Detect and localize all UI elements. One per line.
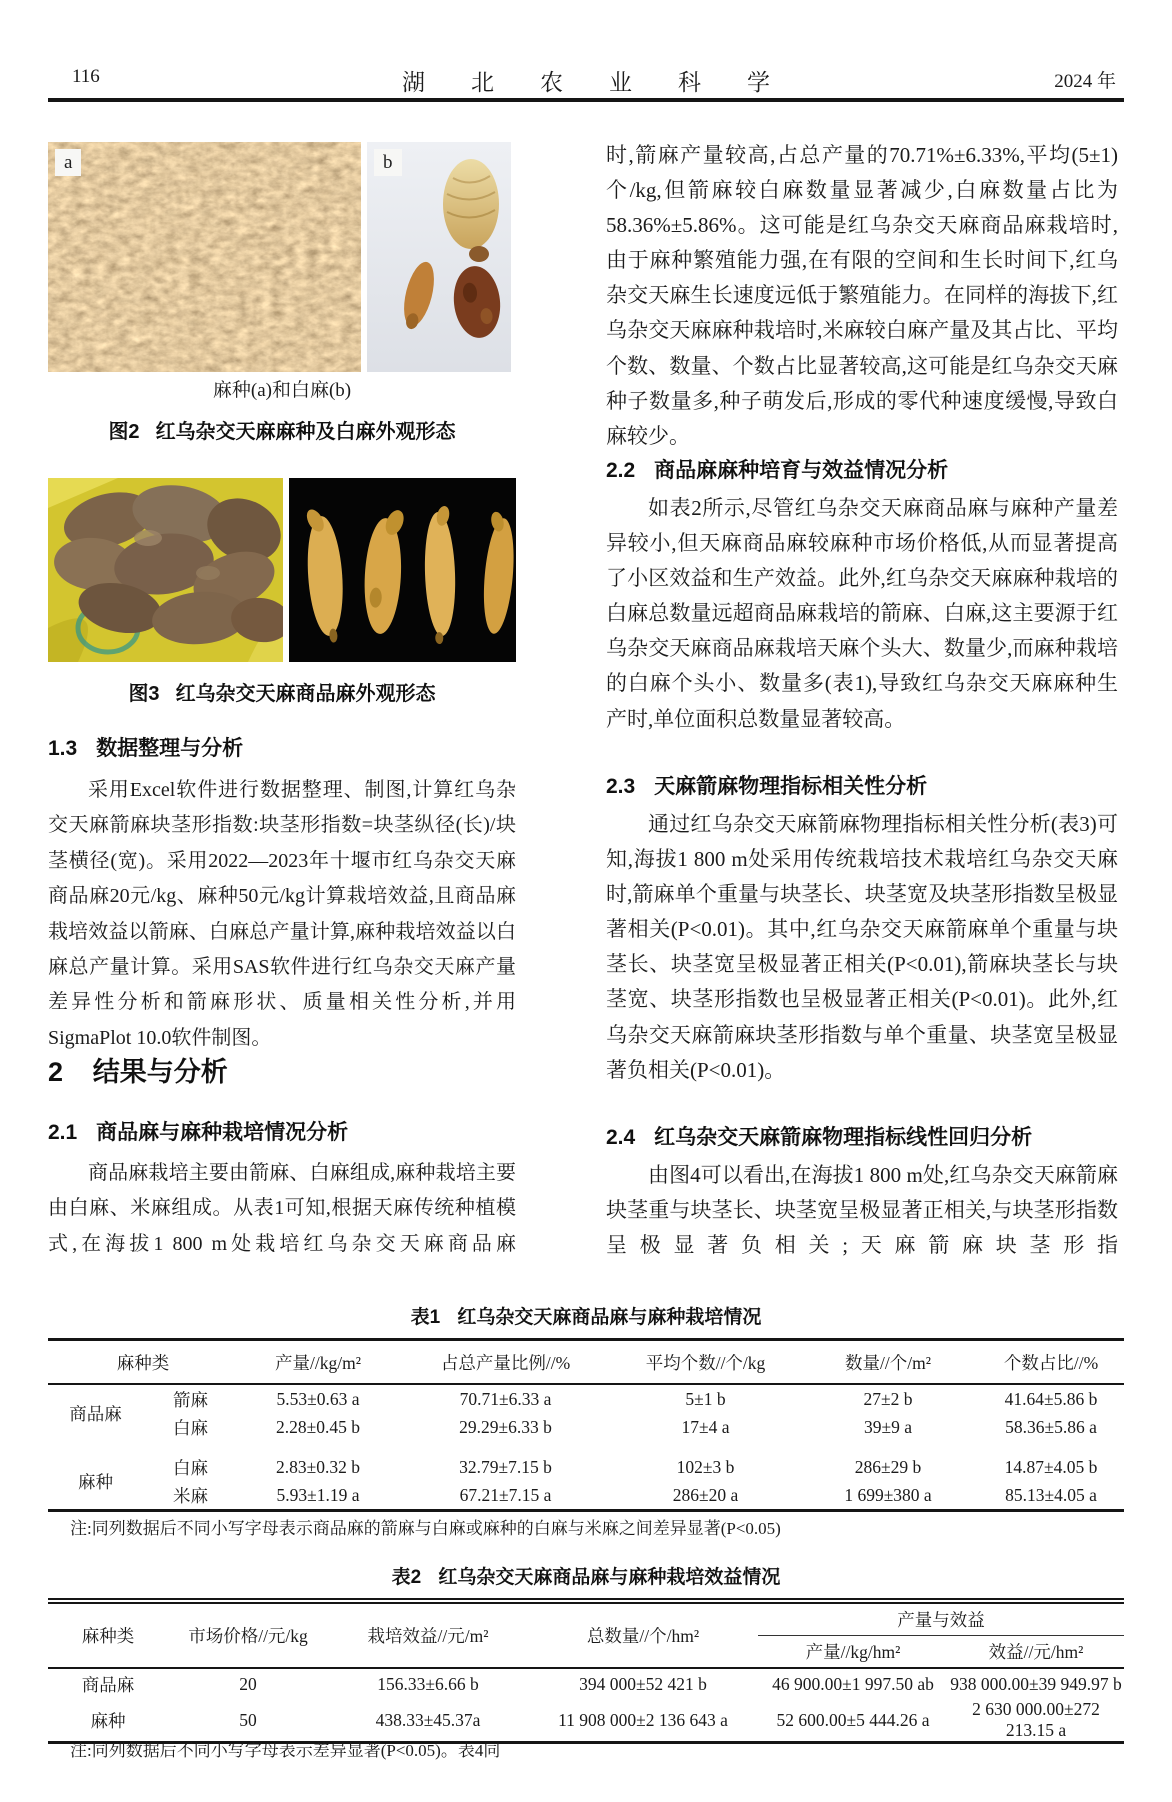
cell: 5±1 b [685,1388,726,1409]
section-number: 2.3 [606,775,636,798]
figure3-caption [48,682,516,706]
cell: 27±2 b [863,1388,913,1409]
section-number: 2.2 [606,459,636,482]
figure3 [48,478,516,662]
panel-label-a: a [55,149,81,176]
table2-header-class: 麻种类 [48,1601,168,1668]
cell: 58.36±5.86 a [1005,1416,1097,1437]
table1-title [48,1302,1124,1329]
table1-header-pct: 占总产量比例//% [398,1340,613,1385]
cell: 2.28±0.45 b [276,1416,360,1437]
cell: 938 000.00±39 949.97 b [950,1673,1122,1694]
table1 [48,1338,1124,1512]
table1-header-avg: 平均个数//个/kg [613,1340,798,1385]
cell: 白麻 [173,1457,208,1478]
table2-header-yield: 产量//kg/hm² [758,1636,948,1669]
commodity-tubers-on-sack-image [48,478,283,662]
section-number: 2.1 [48,1121,78,1144]
four-tubers-black-background-image [289,478,516,662]
figure2-caption-text: 红乌杂交天麻麻种及白麻外观形态 [155,421,456,443]
cell: 20 [239,1673,257,1694]
table2-header-total: 总数量//个/hm² [528,1601,758,1668]
figure2-subcaption: 麻种(a)和白麻(b) [212,380,352,401]
issue-year: 2024 年 [1054,71,1116,92]
cell: 50 [239,1709,257,1730]
section-title: 商品麻麻种培育与效益情况分析 [654,459,949,482]
table2-header-benefit: 栽培效益//元/m² [328,1601,528,1668]
table2-title [48,1562,1124,1589]
table1-header-yield: 产量//kg/m² [238,1340,398,1385]
table1-header-row [48,1340,1124,1385]
table2-header-row-1 [48,1601,1124,1636]
figure3-label: 图3 [128,683,160,705]
table2-title-text: 红乌杂交天麻商品麻与麻种栽培效益情况 [438,1567,781,1588]
cell: 102±3 b [676,1456,735,1477]
section-2-2-heading [606,458,1118,484]
seed-tubers-pile-image [48,142,361,372]
section-number: 1.3 [48,737,78,760]
figure2-caption [48,420,516,444]
cell: 商品麻 [81,1674,135,1695]
table-row [48,1481,1124,1511]
figure2-photo-a [48,142,361,372]
section-2-4-body: 由图4可以看出,在海拔1 800 m处,红乌杂交天麻箭麻块茎重与块茎长、块茎宽呈极显著正相关,与块茎形指数呈极显著负相关;天麻箭麻块茎形指 [606,1163,1118,1258]
cell: 29.29±6.33 b [459,1416,552,1437]
header-rule [48,98,1124,102]
section-2-1-body: 商品麻栽培主要由箭麻、白麻组成,麻种栽培主要由白麻、米麻组成。从表1可知,根据天麻传统种植模式,在海拔1 800 m处栽培红乌杂交天麻商品麻 [48,1162,516,1255]
page-number: 116 [72,66,100,87]
journal-title: 湖 北 农 业 科 学 [402,70,770,95]
cell: 2.83±0.32 b [276,1456,360,1477]
cell: 5.93±1.19 a [276,1484,360,1505]
cell: 438.33±45.37a [375,1709,481,1730]
cell: 394 000±52 421 b [579,1673,707,1694]
table2-note: 注:同列数据后不同小写字母表示差异显著(P<0.05)。表4同 [70,1741,501,1760]
table2-header-span: 产量与效益 [758,1601,1124,1636]
section-title: 红乌杂交天麻箭麻物理指标线性回归分析 [654,1126,1033,1149]
section-number: 2 [48,1057,64,1087]
figure3-caption-text: 红乌杂交天麻商品麻外观形态 [175,683,436,705]
section-number: 2.4 [606,1126,636,1149]
cell: 70.71±6.33 a [459,1388,552,1409]
table-row [48,1668,1124,1699]
page-header [48,60,1124,96]
section-1-3-body: 采用Excel软件进行数据整理、制图,计算红乌杂交天麻箭麻块茎形指数:块茎形指数=块茎纵径(长)/块茎横径(宽)。采用2022—2023年十堰市红乌杂交天麻商品麻20元/kg、麻种50元/kg计算栽培效益,且商品麻栽培效益以箭麻、白麻总产量计算,麻种栽培效益以白麻总产量计算。采用SAS软件进行红乌杂交天麻产量差异性分析和箭麻形状、质量相关性分析,并用SigmaPlot 10.0软件制图。 [48,779,516,1049]
figure3-photo-left [48,478,283,662]
table2-header-price: 市场价格//元/kg [168,1601,328,1668]
cell: 11 908 000±2 136 643 a [558,1709,728,1730]
table1-note: 注:同列数据后不同小写字母表示商品麻的箭麻与白麻或麻种的白麻与米麻之间差异显著(P<0.05) [70,1519,781,1538]
right-column-paragraph-1: 时,箭麻产量较高,占总产量的70.71%±6.33%,平均(5±1)个/kg,但箭麻较白麻数量显著减少,白麻数量占比为58.36%±5.86%。这可能是红乌杂交天麻商品麻栽培时,由于麻种繁殖能力强,在有限的空间和生长时间下,红乌杂交天麻生长速度远低于繁殖能力。在同样的海拔下,红乌杂交天麻麻种栽培时,米麻较白麻产量及其占比、平均个数、数量、个数占比显著较高,这可能是红乌杂交天麻种子数量多,种子萌发后,形成的零代种速度缓慢,导致白麻较少。 [606,143,1118,448]
section-1-3-heading [48,736,516,762]
table-row [48,1384,1124,1413]
table-row [48,1441,1124,1481]
cell: 156.33±6.66 b [377,1673,479,1694]
cell: 286±29 b [854,1456,922,1477]
table1-title-text: 红乌杂交天麻商品麻与麻种栽培情况 [457,1307,762,1328]
cell: 85.13±4.05 a [1005,1484,1097,1505]
table-row [48,1413,1124,1441]
section-2-2-body: 如表2所示,尽管红乌杂交天麻商品麻与麻种产量差异较小,但天麻商品麻较麻种市场价格低,从而显著提高了小区效益和生产效益。此外,红乌杂交天麻麻种栽培的白麻总数量远超商品麻栽培的箭麻、白麻,这主要源于红乌杂交天麻商品麻栽培天麻个头大、数量少,而麻种栽培的白麻个头小、数量多(表1),导致红乌杂交天麻麻种生产时,单位面积总数量显著较高。 [606,496,1118,731]
section-title: 数据整理与分析 [96,737,244,760]
section-2-4-heading [606,1125,1118,1151]
panel-label-b: b [374,149,402,176]
section-title: 天麻箭麻物理指标相关性分析 [654,775,928,798]
cell: 41.64±5.86 b [1004,1388,1098,1409]
cell: 17±4 a [681,1416,730,1437]
cell: 5.53±0.63 a [276,1388,360,1409]
table1-group-0: 商品麻 [69,1403,122,1424]
table1-header-count-pct: 个数占比//% [978,1340,1124,1385]
section-2-heading [48,1056,516,1088]
table2 [48,1598,1124,1744]
figure2-photo-b [367,142,511,372]
cell: 39±9 a [864,1416,912,1437]
figure3-photo-right [289,478,516,662]
table2-label: 表2 [391,1567,422,1588]
cell: 52 600.00±5 444.26 a [776,1709,930,1730]
cell: 白麻 [173,1417,208,1438]
section-title: 商品麻与麻种栽培情况分析 [96,1121,349,1144]
section-2-1-heading [48,1120,516,1146]
cell: 米麻 [173,1485,208,1506]
section-title: 结果与分析 [92,1057,228,1087]
cell: 286±20 a [672,1484,739,1505]
table1-header-count: 数量//个/m² [798,1340,978,1385]
cell: 32.79±7.15 b [459,1456,552,1477]
cell: 2 630 000.00±272 213.15 a [972,1699,1100,1740]
table1-header-class: 麻种类 [48,1340,238,1385]
section-2-3-body: 通过红乌杂交天麻箭麻物理指标相关性分析(表3)可知,海拔1 800 m处采用传统栽培技术栽培红乌杂交天麻时,箭麻单个重量与块茎长、块茎宽及块茎形指数呈极显著相关(P<0.01)。其中,红乌杂交天麻箭麻单个重量与块茎长、块茎宽呈极显著正相关(P<0.01),箭麻块茎长与块茎宽、块茎形指数也呈极显著正相关(P<0.01)。此外,红乌杂交天麻箭麻块茎形指数与单个重量、块茎宽呈极显著负相关(P<0.01)。 [606,812,1118,1082]
cell: 箭麻 [173,1389,208,1410]
figure2-label: 图2 [108,421,140,443]
table2-header-effect: 效益//元/hm² [948,1636,1124,1669]
section-2-3-heading [606,774,1118,800]
table1-label: 表1 [410,1307,441,1328]
table1-group-1: 麻种 [78,1471,113,1492]
figure2 [48,142,516,372]
cell: 67.21±7.15 a [459,1484,552,1505]
cell: 1 699±380 a [844,1484,932,1505]
cell: 麻种 [90,1710,126,1731]
white-tuber-specimens-image [367,142,511,372]
cell: 14.87±4.05 b [1004,1456,1098,1477]
cell: 46 900.00±1 997.50 ab [772,1673,934,1694]
